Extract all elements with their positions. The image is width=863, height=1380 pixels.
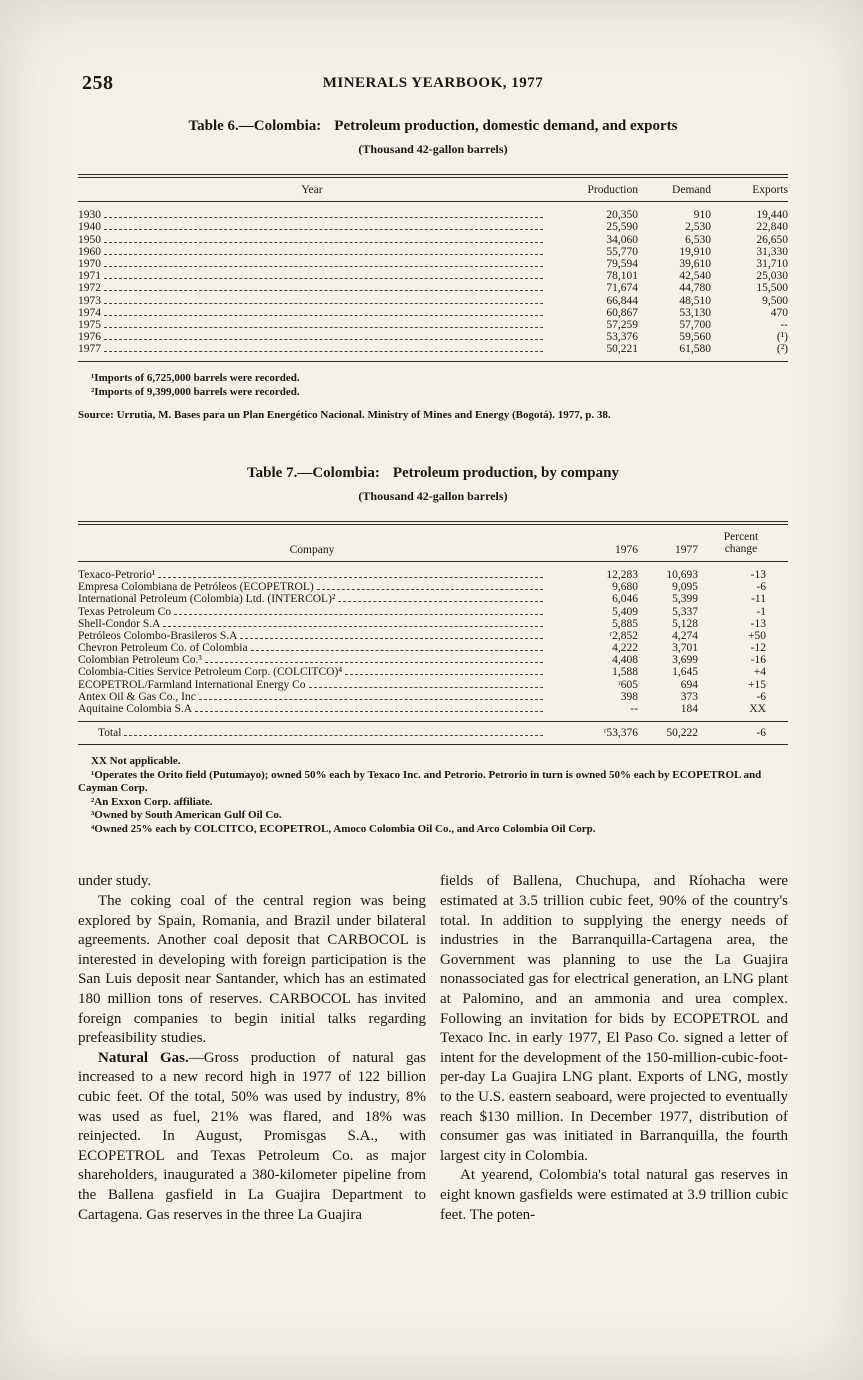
- table7-body: [78, 562, 788, 721]
- exports-cell: 9,500: [762, 294, 788, 307]
- demand-cell: 39,610: [679, 257, 711, 270]
- value-1977-cell: 5,399: [672, 593, 698, 606]
- value-1977-cell: 5,128: [672, 617, 698, 630]
- company-label: Texaco-Petrorio¹: [78, 568, 156, 581]
- table7-row: [78, 691, 788, 703]
- table6-row: [78, 319, 788, 331]
- percent-change-cell: -13: [750, 568, 766, 581]
- dot-leader: [104, 315, 543, 316]
- body-text: [78, 872, 788, 1225]
- table7-row: [78, 666, 788, 678]
- table6-row: [78, 331, 788, 343]
- percent-change-cell: +4: [753, 666, 766, 679]
- production-cell: 55,770: [606, 245, 638, 258]
- value-1977-cell: 3,699: [672, 654, 698, 667]
- company-cell: [78, 618, 546, 630]
- year-cell: [78, 295, 546, 307]
- company-label: Colombian Petroleum Co.³: [78, 654, 202, 667]
- table7-subtitle: (Thousand 42-gallon barrels): [358, 488, 508, 503]
- demand-cell: 53,130: [679, 306, 711, 319]
- running-head: [78, 72, 788, 96]
- company-cell: [78, 630, 546, 642]
- table7-row: [78, 618, 788, 630]
- production-cell: 71,674: [606, 282, 638, 295]
- footnote: ⁴Owned 25% each by COLCITCO, ECOPETROL, Amoco Colombia Oil Co., and Arco Colombia Oil Corp.: [91, 822, 596, 835]
- table7-title-label: Table 7.—Colombia:: [247, 464, 380, 481]
- company-cell: [78, 606, 546, 618]
- company-label: Aquitaine Colombia S.A: [78, 703, 193, 716]
- page-header-title: MINERALS YEARBOOK, 1977: [322, 75, 544, 91]
- table6-source-line: Source: Urrutia, M. Bases para un Plan Energético Nacional. Ministry of Mines and Energy (Bogotá). 1977, p. 38.: [78, 409, 611, 422]
- year-cell: [78, 270, 546, 282]
- year-cell: [78, 331, 546, 343]
- company-cell: [78, 679, 546, 691]
- body-right-column: [440, 872, 788, 1225]
- table6: [78, 174, 788, 362]
- company-label: ECOPETROL/Farmland International Energy Co: [78, 678, 306, 691]
- dot-leader: [104, 303, 543, 304]
- table6-footnotes: [78, 372, 788, 399]
- value-1977-cell: 184: [680, 703, 698, 716]
- table6-row: [78, 234, 788, 246]
- table7-row: [78, 569, 788, 581]
- company-label: Chevron Petroleum Co. of Colombia: [78, 642, 248, 655]
- exports-cell: 31,330: [756, 245, 788, 258]
- paragraph: [78, 1049, 426, 1225]
- year-label: 1940: [78, 221, 101, 234]
- year-label: 1950: [78, 233, 101, 246]
- production-cell: 79,594: [606, 257, 638, 270]
- paragraph-text: —Gross production of natural gas increased to a new record high in 1977 of 122 billion cubic feet. Of the total, 50% was used by industry, 8% was used as fuel, 21% was flared, and 18% was reinjected. In August, Promisgas S.A., with ECOPETROL and Texas Petroleum Co. as major shareholders, inaugurated a 380-kilometer pipeline from the Ballena gasfield in La Guajira Department to Cartagena. Gas reserves in the three La Guajira: [78, 1049, 426, 1223]
- column-header-percent-change: [698, 531, 788, 556]
- company-label: Antex Oil & Gas Co., Inc: [78, 690, 196, 703]
- percent-change-line2: change: [724, 543, 758, 556]
- table7-row: [78, 593, 788, 605]
- footnote: ²An Exxon Corp. affiliate.: [91, 795, 213, 808]
- year-label: 1977: [78, 343, 101, 356]
- year-cell: [78, 246, 546, 258]
- exports-cell: --: [780, 318, 788, 331]
- year-cell: [78, 258, 546, 270]
- footnote: ²Imports of 9,399,000 barrels were recorded.: [91, 385, 300, 398]
- dot-leader: [251, 650, 543, 651]
- table7-row: [78, 654, 788, 666]
- dot-leader: [104, 339, 543, 340]
- demand-cell: 61,580: [679, 343, 711, 356]
- company-cell: [78, 666, 546, 678]
- table6-body: [78, 202, 788, 361]
- dot-leader: [104, 290, 543, 291]
- percent-change-cell: -6: [756, 690, 766, 703]
- value-1977-cell: 1,645: [672, 666, 698, 679]
- company-cell: [78, 703, 546, 715]
- production-cell: 20,350: [606, 209, 638, 222]
- production-cell: 60,867: [606, 306, 638, 319]
- table6-subtitle: (Thousand 42-gallon barrels): [358, 142, 508, 156]
- dot-leader: [104, 254, 543, 255]
- company-label: Petróleos Colombo-Brasileros S.A: [78, 629, 238, 642]
- demand-cell: 59,560: [679, 331, 711, 344]
- dot-leader: [240, 638, 543, 639]
- table7-title: [78, 465, 788, 482]
- percent-change-cell: +15: [748, 678, 766, 691]
- table7-row: [78, 606, 788, 618]
- value-1976-cell: 9,680: [612, 581, 638, 594]
- dot-leader: [345, 674, 543, 675]
- year-cell: [78, 221, 546, 233]
- footnote: ³Owned by South American Gulf Oil Co.: [91, 809, 282, 822]
- table7-row: [78, 630, 788, 642]
- production-cell: 57,259: [606, 318, 638, 331]
- dot-leader: [104, 229, 543, 230]
- percent-change-line1: Percent: [723, 530, 759, 543]
- dot-leader: [158, 577, 543, 578]
- company-cell: [78, 642, 546, 654]
- company-cell: [78, 569, 546, 581]
- page-number: 258: [82, 72, 114, 94]
- company-label: Texas Petroleum Co: [78, 605, 172, 618]
- value-1977-cell: 5,337: [672, 605, 698, 618]
- footnote: ¹Imports of 6,725,000 barrels were recorded.: [91, 372, 300, 385]
- value-1976-cell: 398: [620, 690, 638, 703]
- year-label: 1974: [78, 306, 101, 319]
- value-1977-cell: 10,693: [666, 568, 698, 581]
- year-label: 1972: [78, 282, 101, 295]
- paragraph-lead: Natural Gas.: [98, 1049, 189, 1066]
- dot-leader: [174, 614, 543, 615]
- dot-leader: [309, 687, 543, 688]
- value-1976-cell: ʳ605: [618, 678, 638, 691]
- table6-row: [78, 282, 788, 294]
- exports-cell: 31,710: [756, 257, 788, 270]
- year-cell: [78, 319, 546, 331]
- table7-footnotes: [78, 755, 788, 836]
- demand-cell: 910: [693, 209, 711, 222]
- exports-cell: 26,650: [756, 233, 788, 246]
- company-label: International Petroleum (Colombia) Ltd. (INTERCOL)²: [78, 593, 336, 606]
- table7-title-text: Petroleum production, by company: [392, 464, 619, 481]
- value-1976-cell: ʳ2,852: [609, 629, 638, 642]
- table6-title: [78, 118, 788, 135]
- year-cell: [78, 209, 546, 221]
- dot-leader: [104, 278, 543, 279]
- production-cell: 34,060: [606, 233, 638, 246]
- dot-leader: [199, 699, 543, 700]
- year-label: 1976: [78, 331, 101, 344]
- dot-leader: [104, 266, 543, 267]
- paragraph: under study.: [78, 873, 152, 890]
- production-cell: 66,844: [606, 294, 638, 307]
- exports-cell: 470: [770, 306, 788, 319]
- table7-bottom-rule: [78, 744, 788, 745]
- value-1976-cell: 5,409: [612, 605, 638, 618]
- value-1977-cell: 9,095: [672, 581, 698, 594]
- year-cell: [78, 234, 546, 246]
- total-1977-cell: 50,222: [666, 727, 698, 740]
- percent-change-cell: -6: [756, 581, 766, 594]
- demand-cell: 19,910: [679, 245, 711, 258]
- table7-header-row: [78, 525, 788, 561]
- company-cell: [78, 581, 546, 593]
- table6-header-row: [78, 178, 788, 201]
- table6-bottom-rule: [78, 361, 788, 362]
- dot-leader: [317, 589, 543, 590]
- table7: [78, 521, 788, 745]
- percent-change-cell: -16: [750, 654, 766, 667]
- year-cell: [78, 307, 546, 319]
- year-label: 1930: [78, 209, 101, 222]
- value-1977-cell: 694: [680, 678, 698, 691]
- company-label: Shell-Condor S.A: [78, 617, 161, 630]
- column-header-exports: Exports: [752, 184, 788, 196]
- year-cell: [78, 282, 546, 294]
- body-left-column: [78, 872, 426, 1225]
- demand-cell: 2,530: [685, 221, 711, 234]
- percent-change-cell: -11: [751, 593, 766, 606]
- production-cell: 78,101: [606, 270, 638, 283]
- footnote: XX Not applicable.: [91, 755, 181, 768]
- percent-change-cell: -12: [750, 642, 766, 655]
- percent-change-cell: XX: [749, 703, 766, 716]
- dot-leader: [205, 662, 543, 663]
- total-change-cell: -6: [756, 727, 766, 740]
- column-header-1976: 1976: [615, 543, 638, 556]
- paragraph: fields of Ballena, Chuchupa, and Ríohacha were estimated at 3.5 trillion cubic feet, 90% of the country's total. In addition to supplying the energy needs of industries in the Barranquilla-Cartagena area, the Government was planning to use the La Guajira nonassociated gas for electrical generation, an LNG plant at Palomino, and an ammonia and urea complex. Following an invitation for bids by ECOPETROL and Texaco Inc. in early 1977, El Paso Co. signed a letter of intent for the development of the 150-million-cubic-foot-per-day La Guajira LNG plant. Exports of LNG, mostly to the U.S. eastern seaboard, were projected to eventually reach $130 million. In December 1977, distribution of consumer gas was initiated in Barranquilla, the fourth largest city in Colombia.: [440, 873, 788, 1164]
- value-1976-cell: 12,283: [606, 568, 638, 581]
- table6-section: [78, 118, 788, 423]
- dot-leader: [195, 711, 543, 712]
- exports-cell: (¹): [776, 331, 788, 344]
- total-1976-cell: ʳ53,376: [603, 727, 638, 740]
- company-label: Empresa Colombiana de Petróleos (ECOPETROL): [78, 581, 314, 594]
- production-cell: 25,590: [606, 221, 638, 234]
- production-cell: 53,376: [606, 331, 638, 344]
- year-label: 1975: [78, 318, 101, 331]
- exports-cell: 15,500: [756, 282, 788, 295]
- table6-row: [78, 209, 788, 221]
- production-cell: 50,221: [606, 343, 638, 356]
- value-1977-cell: 4,274: [672, 629, 698, 642]
- dot-leader: [104, 351, 543, 352]
- column-header-year: Year: [301, 184, 323, 196]
- value-1976-cell: 5,885: [612, 617, 638, 630]
- percent-change-cell: -13: [750, 617, 766, 630]
- value-1976-cell: --: [630, 703, 638, 716]
- table6-row: [78, 246, 788, 258]
- table6-title-text: Petroleum production, domestic demand, and exports: [334, 118, 678, 134]
- company-label: Colombia-Cities Service Petroleum Corp. (COLCITCO)⁴: [78, 666, 343, 679]
- column-header-company: Company: [289, 543, 335, 556]
- year-label: 1973: [78, 294, 101, 307]
- demand-cell: 44,780: [679, 282, 711, 295]
- table6-row: [78, 270, 788, 282]
- table6-row: [78, 258, 788, 270]
- company-cell: [78, 691, 546, 703]
- year-cell: [78, 343, 546, 355]
- value-1977-cell: 3,701: [672, 642, 698, 655]
- value-1976-cell: 4,222: [612, 642, 638, 655]
- percent-change-cell: +50: [748, 629, 766, 642]
- dot-leader: [104, 327, 543, 328]
- percent-change-cell: -1: [756, 605, 766, 618]
- year-label: 1970: [78, 257, 101, 270]
- exports-cell: (²): [776, 343, 788, 356]
- dot-leader: [124, 735, 543, 736]
- demand-cell: 57,700: [679, 318, 711, 331]
- year-label: 1971: [78, 270, 101, 283]
- footnote: ¹Operates the Orito field (Putumayo); owned 50% each by Texaco Inc. and Petrorio. Petrorio in turn is owned 50% each by ECOPETROL and Cayman Corp.: [78, 768, 762, 795]
- table6-row: [78, 307, 788, 319]
- value-1976-cell: 1,588: [612, 666, 638, 679]
- year-label: 1960: [78, 245, 101, 258]
- paragraph: At yearend, Colombia's total natural gas reserves in eight known gasfields were estimated at 3.9 trillion cubic feet. The poten-: [440, 1167, 788, 1223]
- table7-row: [78, 642, 788, 654]
- table7-row: [78, 581, 788, 593]
- total-row: [78, 722, 788, 744]
- value-1977-cell: 373: [680, 690, 698, 703]
- company-cell: [78, 593, 546, 605]
- exports-cell: 19,440: [756, 209, 788, 222]
- table7-section: [78, 465, 788, 836]
- dot-leader: [104, 242, 543, 243]
- paragraph: The coking coal of the central region was being explored by Spain, Romania, and Brazil under bilateral agreements. Another coal deposit that CARBOCOL is interested in developing with foreign participation is the San Luis deposit near Santander, which has an estimated 180 million tons of reserves. CARBOCOL has invited foreign companies to begin initial talks regarding prefeasibility studies.: [78, 893, 426, 1047]
- table6-title-label: Table 6.—Colombia:: [188, 118, 322, 134]
- total-label-cell: [78, 727, 546, 739]
- exports-cell: 22,840: [756, 221, 788, 234]
- table6-row: [78, 343, 788, 355]
- demand-cell: 6,530: [685, 233, 711, 246]
- company-cell: [78, 654, 546, 666]
- dot-leader: [338, 601, 543, 602]
- value-1976-cell: 4,408: [612, 654, 638, 667]
- table6-row: [78, 295, 788, 307]
- table7-row: [78, 703, 788, 715]
- table7-row: [78, 679, 788, 691]
- table6-row: [78, 221, 788, 233]
- dot-leader: [163, 626, 543, 627]
- column-header-production: Production: [587, 184, 638, 196]
- demand-cell: 42,540: [679, 270, 711, 283]
- column-header-demand: Demand: [672, 184, 711, 196]
- column-header-1977: 1977: [675, 543, 698, 556]
- demand-cell: 48,510: [679, 294, 711, 307]
- exports-cell: 25,030: [756, 270, 788, 283]
- total-label: Total: [98, 727, 122, 740]
- dot-leader: [104, 217, 543, 218]
- value-1976-cell: 6,046: [612, 593, 638, 606]
